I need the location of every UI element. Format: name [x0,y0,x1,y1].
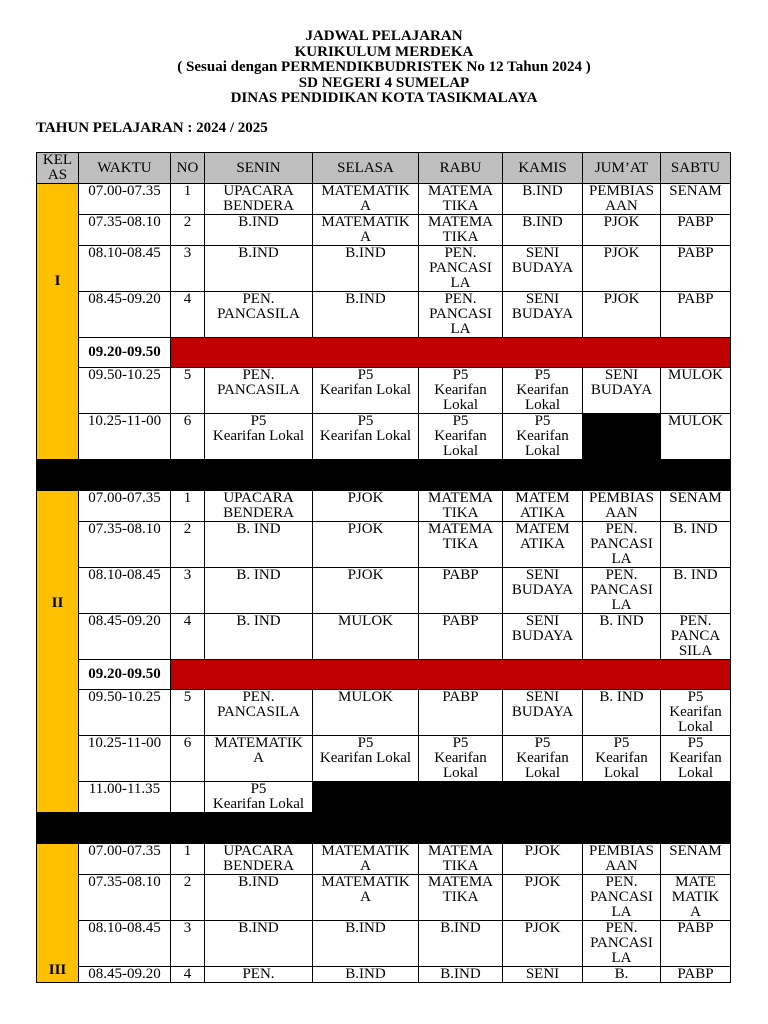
lesson-row [37,614,731,660]
lesson-cell-kamis: P5 Kearifan Lokal [503,414,583,460]
period-number-cell: 3 [171,921,205,967]
break-row [37,660,731,690]
timetable [36,152,731,983]
period-number-cell: 2 [171,875,205,921]
lesson-cell-senin: B.IND [205,921,313,967]
period-number-cell: 4 [171,614,205,660]
time-cell: 07.35-08.10 [79,215,171,246]
time-cell: 10.25-11-00 [79,414,171,460]
lesson-cell-rabu: PABP [419,614,503,660]
time-cell: 08.45-09.20 [79,967,171,983]
time-cell: 10.25-11-00 [79,736,171,782]
lesson-cell-selasa: B.IND [313,246,419,292]
lesson-cell-kamis: SENI BUDAYA [503,246,583,292]
lesson-cell-selasa: P5 Kearifan Lokal [313,414,419,460]
lesson-cell-jumat: B. IND [583,614,661,660]
lesson-cell-selasa: B.IND [313,967,419,983]
lesson-row [37,522,731,568]
lesson-row [37,736,731,782]
lesson-row [37,967,731,983]
lesson-cell-senin: MATEMATIK A [205,736,313,782]
column-header-kelas: KEL AS [37,153,79,184]
lesson-cell-jumat: PEN. PANCASI LA [583,921,661,967]
break-band [171,338,731,368]
column-header-selasa: SELASA [313,153,419,184]
time-cell: 08.10-08.45 [79,568,171,614]
column-header-no: NO [171,153,205,184]
lesson-cell-kamis: B.IND [503,215,583,246]
lesson-cell-jumat: B. IND [583,690,661,736]
lesson-cell-jumat: PEN. PANCASI LA [583,568,661,614]
class-label: II [51,595,64,611]
lesson-cell-rabu: B.IND [419,967,503,983]
lesson-row [37,215,731,246]
lesson-cell-kamis: PJOK [503,921,583,967]
lesson-cell-jumat: PEMBIAS AAN [583,844,661,875]
lesson-cell-senin: B.IND [205,215,313,246]
lesson-cell-jumat: PEN. PANCASI LA [583,875,661,921]
period-number-cell: 6 [171,414,205,460]
time-cell: 08.45-09.20 [79,614,171,660]
lesson-cell-jumat: PJOK [583,246,661,292]
agency-name: DINAS PENDIDIKAN KOTA TASIKMALAYA [230,90,538,106]
lesson-cell-kamis: PJOK [503,875,583,921]
column-header-waktu: WAKTU [79,153,171,184]
break-band [171,660,731,690]
period-number-cell: 3 [171,246,205,292]
blocked-cell [583,414,661,460]
lesson-cell-rabu: MATEMA TIKA [419,184,503,215]
lesson-cell-jumat: PEN. PANCASI LA [583,522,661,568]
time-cell: 08.10-08.45 [79,246,171,292]
lesson-cell-sabtu: SENAM [661,844,731,875]
period-number-cell: 4 [171,967,205,983]
lesson-cell-selasa: MATEMATIK A [313,184,419,215]
column-header-jumat: JUM’AT [583,153,661,184]
period-number-cell: 5 [171,690,205,736]
lesson-cell-selasa: PJOK [313,491,419,522]
lesson-cell-selasa: MATEMATIK A [313,215,419,246]
document-header [0,29,768,107]
lesson-row [37,246,731,292]
lesson-cell-selasa: P5 Kearifan Lokal [313,736,419,782]
lesson-cell-senin: B.IND [205,246,313,292]
lesson-cell-senin: UPACARA BENDERA [205,844,313,875]
column-header-senin: SENIN [205,153,313,184]
lesson-cell-jumat: PEMBIAS AAN [583,184,661,215]
lesson-cell-rabu: MATEMA TIKA [419,844,503,875]
curriculum-title: KURIKULUM MERDEKA [294,43,474,60]
period-number-cell: 1 [171,844,205,875]
lesson-cell-senin: P5 Kearifan Lokal [205,414,313,460]
lesson-cell-rabu: P5 Kearifan Lokal [419,736,503,782]
class-label-cell [37,491,79,813]
lesson-row [37,921,731,967]
lesson-row [37,875,731,921]
lesson-row [37,568,731,614]
lesson-cell-sabtu: P5 Kearifan Lokal [661,736,731,782]
lesson-cell-senin: B. IND [205,614,313,660]
lesson-cell-sabtu: MATE MATIK A [661,875,731,921]
period-number-cell: 1 [171,491,205,522]
lesson-cell-selasa: MATEMATIK A [313,875,419,921]
period-number-cell: 2 [171,522,205,568]
lesson-cell-kamis: PJOK [503,844,583,875]
lesson-cell-rabu: PABP [419,568,503,614]
lesson-cell-rabu: PEN. PANCASI LA [419,246,503,292]
time-cell: 07.35-08.10 [79,522,171,568]
lesson-cell-kamis: SENI BUDAYA [503,292,583,338]
lesson-cell-selasa: MATEMATIK A [313,844,419,875]
lesson-cell-senin: P5 Kearifan Lokal [205,782,313,813]
lesson-cell-jumat: SENI BUDAYA [583,368,661,414]
column-header-sabtu: SABTU [661,153,731,184]
time-cell: 08.10-08.45 [79,921,171,967]
lesson-cell-kamis: SENI BUDAYA [503,690,583,736]
lesson-row [37,690,731,736]
lesson-cell-sabtu: MULOK [661,368,731,414]
time-cell: 07.00-07.35 [79,491,171,522]
lesson-cell-jumat: B. [583,967,661,983]
lesson-cell-sabtu: PABP [661,246,731,292]
time-cell: 09.50-10.25 [79,368,171,414]
lesson-cell-senin: UPACARA BENDERA [205,184,313,215]
lesson-cell-senin: B. IND [205,568,313,614]
time-cell: 07.00-07.35 [79,844,171,875]
document-title: JADWAL PELAJARAN [305,28,463,44]
lesson-cell-rabu: MATEMA TIKA [419,491,503,522]
period-number-cell: 3 [171,568,205,614]
lesson-cell-rabu: B.IND [419,921,503,967]
lesson-cell-rabu: P5 Kearifan Lokal [419,368,503,414]
lesson-cell-kamis: SENI BUDAYA [503,568,583,614]
period-number-cell [171,782,205,813]
class-separator [37,813,731,844]
lesson-cell-jumat: PEMBIAS AAN [583,491,661,522]
lesson-cell-kamis: MATEM ATIKA [503,491,583,522]
column-header-kamis: KAMIS [503,153,583,184]
class-separator-row [37,813,731,844]
lesson-cell-senin: PEN. PANCASILA [205,292,313,338]
lesson-cell-senin: PEN. PANCASILA [205,690,313,736]
blocked-cell [313,782,731,813]
time-cell: 11.00-11.35 [79,782,171,813]
lesson-cell-rabu: P5 Kearifan Lokal [419,414,503,460]
lesson-row [37,491,731,522]
lesson-cell-selasa: MULOK [313,690,419,736]
academic-year: TAHUN PELAJARAN : 2024 / 2025 [36,120,268,136]
lesson-cell-kamis: SENI BUDAYA [503,614,583,660]
lesson-cell-kamis: P5 Kearifan Lokal [503,736,583,782]
lesson-cell-rabu: PEN. PANCASI LA [419,292,503,338]
school-name: SD NEGERI 4 SUMELAP [298,74,470,91]
lesson-cell-sabtu: B. IND [661,522,731,568]
time-cell: 09.50-10.25 [79,690,171,736]
break-time-cell: 09.20-09.50 [79,338,171,368]
lesson-cell-sabtu: MULOK [661,414,731,460]
lesson-cell-senin: B. IND [205,522,313,568]
lesson-cell-kamis: P5 Kearifan Lokal [503,368,583,414]
lesson-cell-sabtu: P5 Kearifan Lokal [661,690,731,736]
lesson-cell-selasa: B.IND [313,292,419,338]
lesson-cell-sabtu: PABP [661,921,731,967]
lesson-cell-sabtu: SENAM [661,491,731,522]
column-header-rabu: RABU [419,153,503,184]
class-separator [37,460,731,491]
period-number-cell: 5 [171,368,205,414]
lesson-cell-rabu: MATEMA TIKA [419,875,503,921]
time-cell: 07.35-08.10 [79,875,171,921]
lesson-cell-kamis: SENI [503,967,583,983]
lesson-cell-senin: PEN. PANCASILA [205,368,313,414]
lesson-cell-sabtu: B. IND [661,568,731,614]
lesson-cell-selasa: MULOK [313,614,419,660]
header-row [37,153,731,184]
class-label: III [48,962,67,978]
class-separator-row [37,460,731,491]
lesson-cell-selasa: PJOK [313,568,419,614]
class-label: I [54,273,61,289]
regulation-note: ( Sesuai dengan PERMENDIKBUDRISTEK No 12 Tahun 2024 ) [177,59,591,75]
lesson-row [37,414,731,460]
timetable-body [37,184,731,983]
lesson-cell-senin: UPACARA BENDERA [205,491,313,522]
class-separator-fill [37,813,730,843]
lesson-row [37,184,731,215]
lesson-cell-selasa: B.IND [313,921,419,967]
time-cell: 08.45-09.20 [79,292,171,338]
lesson-cell-kamis: B.IND [503,184,583,215]
lesson-row [37,292,731,338]
period-number-cell: 4 [171,292,205,338]
period-number-cell: 6 [171,736,205,782]
lesson-cell-rabu: MATEMA TIKA [419,215,503,246]
lesson-cell-senin: PEN. [205,967,313,983]
lesson-cell-sabtu: PABP [661,292,731,338]
break-row [37,338,731,368]
lesson-cell-selasa: P5 Kearifan Lokal [313,368,419,414]
period-number-cell: 2 [171,215,205,246]
lesson-cell-sabtu: SENAM [661,184,731,215]
lesson-row [37,368,731,414]
timetable-header [37,153,731,184]
lesson-cell-rabu: PABP [419,690,503,736]
class-label-cell [37,184,79,460]
lesson-cell-sabtu: PEN. PANCA SILA [661,614,731,660]
lesson-cell-senin: B.IND [205,875,313,921]
break-time-cell: 09.20-09.50 [79,660,171,690]
period-number-cell: 1 [171,184,205,215]
lesson-cell-selasa: PJOK [313,522,419,568]
time-cell: 07.00-07.35 [79,184,171,215]
lesson-cell-jumat: PJOK [583,215,661,246]
lesson-cell-jumat: P5 Kearifan Lokal [583,736,661,782]
lesson-cell-kamis: MATEM ATIKA [503,522,583,568]
lesson-cell-sabtu: PABP [661,967,731,983]
lesson-row [37,782,731,813]
class-label-cell [37,844,79,983]
class-separator-fill [37,460,730,490]
lesson-cell-rabu: MATEMA TIKA [419,522,503,568]
lesson-cell-sabtu: PABP [661,215,731,246]
lesson-cell-jumat: PJOK [583,292,661,338]
lesson-row [37,844,731,875]
